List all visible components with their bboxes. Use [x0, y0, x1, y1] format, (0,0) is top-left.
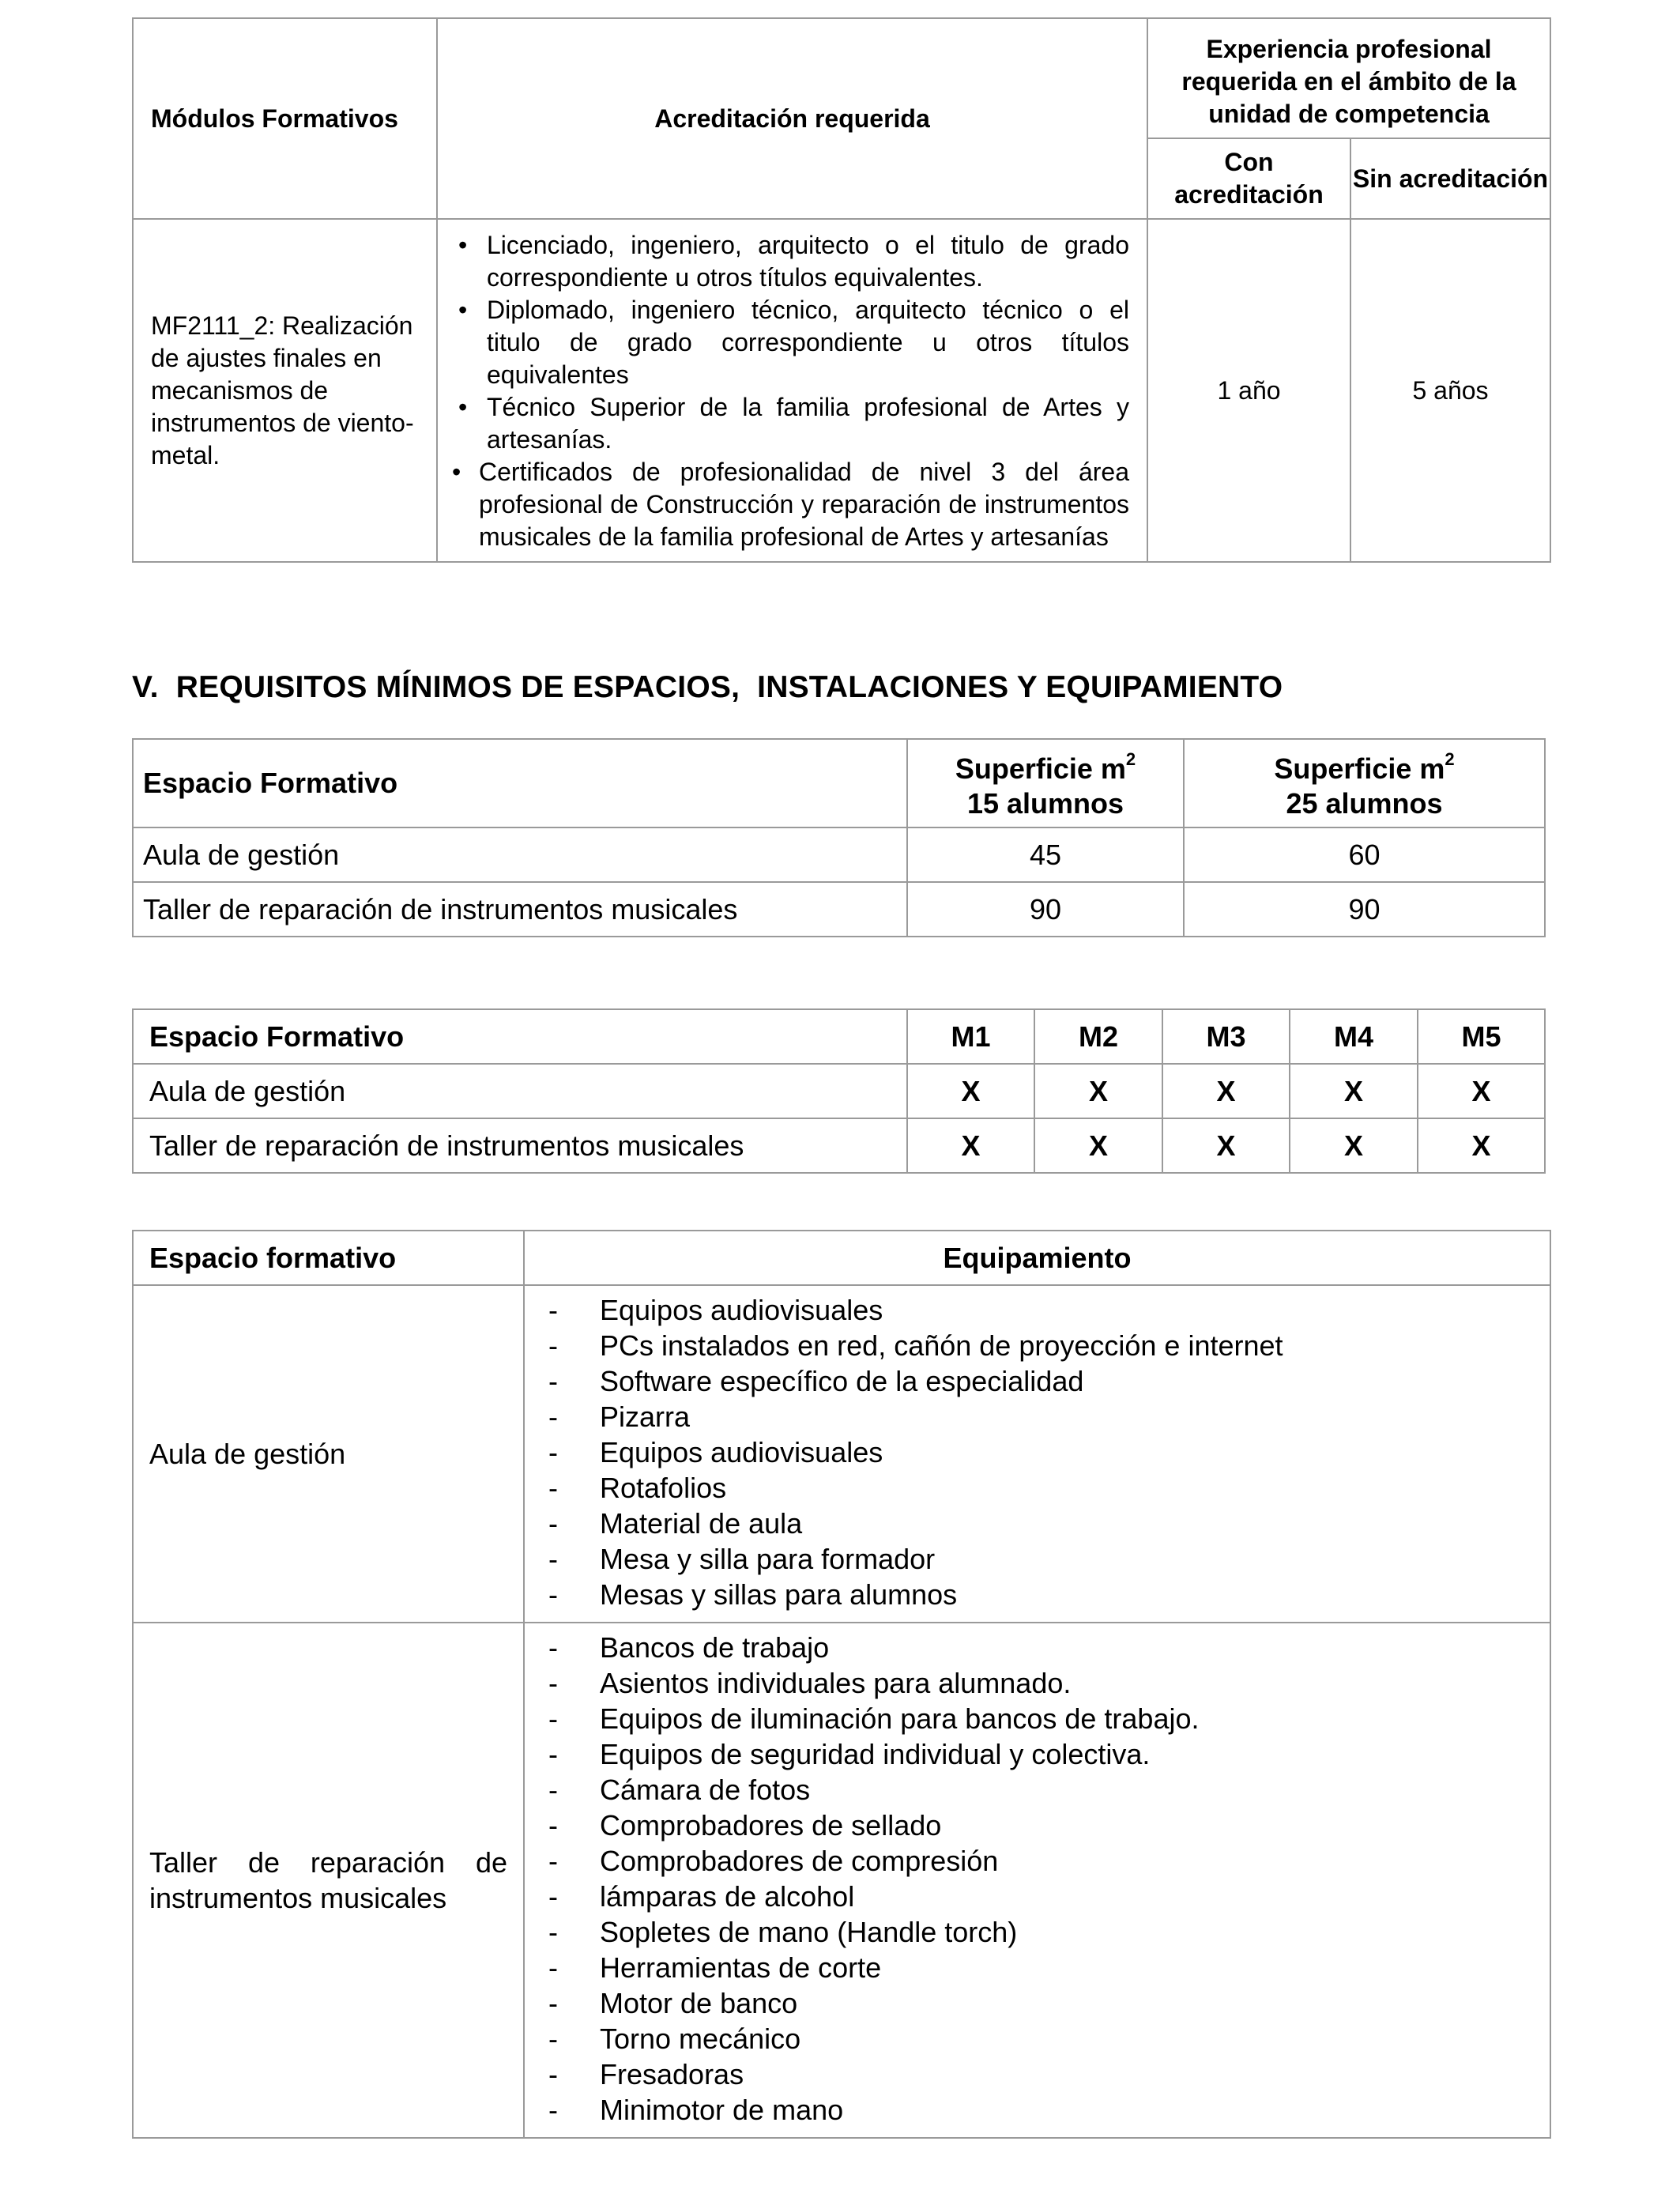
list-item: - Pizarra [548, 1400, 691, 1433]
dash-icon: - [548, 1436, 558, 1468]
list-item: - Rotafolios [548, 1472, 727, 1504]
module-mark: X [1034, 1064, 1162, 1118]
space-name: Aula de gestión [133, 827, 907, 882]
dash-icon: - [548, 1507, 558, 1540]
module-mark: X [1162, 1064, 1290, 1118]
space-name: Aula de gestión [133, 1064, 907, 1118]
bullet-icon: • [458, 393, 468, 421]
header-superficie-25: Superficie $m^2$ 25 alumnos [1184, 739, 1545, 827]
dash-icon: - [548, 1916, 558, 1948]
module-name: MF2111_2: Realización de ajustes finales en mecanismos de instrumentos de viento-metal. [133, 219, 437, 562]
dash-icon: - [548, 1294, 558, 1326]
module-mark: X [1162, 1118, 1290, 1173]
list-item: - Motor de banco [548, 1987, 798, 2019]
list-item: - Torno mecánico [548, 2022, 801, 2055]
list-item: - Bancos de trabajo [548, 1631, 830, 1664]
list-item: - Mesas y sillas para alumnos [548, 1578, 958, 1611]
dash-icon: - [548, 1329, 558, 1362]
dash-icon: - [548, 1365, 558, 1397]
surface-table [132, 738, 1546, 937]
table-row [133, 1118, 1545, 1173]
dash-icon: - [548, 2022, 558, 2055]
equipment-cell [524, 1623, 1550, 2138]
list-item: - PCs instalados en red, cañón de proyección e internet [548, 1329, 1283, 1362]
header-acreditacion-requerida: Acreditación requerida [437, 18, 1147, 219]
list-item: - Sopletes de mano (Handle torch) [548, 1916, 1018, 1948]
experience-without-accreditation: 5 años [1350, 219, 1550, 562]
dash-icon: - [548, 2058, 558, 2090]
header-modulos-formativos: Módulos Formativos [133, 18, 437, 219]
module-mark: X [1290, 1064, 1418, 1118]
list-item: - Fresadoras [548, 2058, 744, 2090]
equipment-table [132, 1230, 1551, 2139]
header-equipamiento: Equipamiento [524, 1231, 1550, 1285]
dash-icon: - [548, 1543, 558, 1575]
header-sin-acreditacion: Sin acreditación [1350, 138, 1550, 219]
dash-icon: - [548, 1809, 558, 1842]
dash-icon: - [548, 1738, 558, 1770]
list-item: • Licenciado, ingeniero, arquitecto o el titulo de grado correspondiente u otros títulos equivalentes. [458, 231, 1129, 292]
module-mark: X [1418, 1064, 1545, 1118]
module-mark: X [1034, 1118, 1162, 1173]
equipment-list [533, 1630, 1542, 2128]
list-item: - Equipos de seguridad individual y colectiva. [548, 1738, 1151, 1770]
table-row [133, 882, 1545, 937]
dash-icon: - [548, 1578, 558, 1611]
list-item: - Material de aula [548, 1507, 803, 1540]
list-item: - Mesa y silla para formador [548, 1543, 936, 1575]
list-item: • Certificados de profesionalidad de nivel 3 del área profesional de Construcción y reparación de instrumentos musicales de la familia profesional de Artes y artesanías [452, 458, 1129, 551]
header-superficie-15: Superficie $m^2$ 15 alumnos [907, 739, 1184, 827]
dash-icon: - [548, 1667, 558, 1699]
dash-icon: - [548, 1400, 558, 1433]
accreditation-list-cell [437, 219, 1147, 562]
space-name: Taller de reparación de instrumentos musicales [133, 1118, 907, 1173]
list-item: - Equipos audiovisuales [548, 1436, 883, 1468]
list-item: - Comprobadores de compresión [548, 1845, 999, 1877]
dash-icon: - [548, 1774, 558, 1806]
bullet-icon: • [452, 458, 461, 486]
list-item: - Asientos individuales para alumnado. [548, 1667, 1072, 1699]
header-m5: M5 [1418, 1009, 1545, 1064]
table-row [133, 1064, 1545, 1118]
dash-icon: - [548, 1845, 558, 1877]
equipment-list [533, 1292, 1542, 1612]
accreditation-list [447, 229, 1129, 553]
bullet-icon: • [458, 296, 468, 324]
space-name: Taller de reparación de instrumentos musicales [133, 1623, 524, 2138]
space-name: Aula de gestión [133, 1285, 524, 1623]
header-experiencia-profesional: Experiencia profesional requerida en el ámbito de la unidad de competencia [1147, 18, 1550, 138]
surface-25: 90 [1184, 882, 1545, 937]
module-mark: X [1418, 1118, 1545, 1173]
dash-icon: - [548, 1951, 558, 1984]
experience-with-accreditation: 1 año [1147, 219, 1350, 562]
surface-25: 60 [1184, 827, 1545, 882]
list-item: • Diplomado, ingeniero técnico, arquitecto técnico o el titulo de grado correspondiente u otros títulos equivalentes [458, 296, 1129, 389]
dash-icon: - [548, 2094, 558, 2126]
list-item: - lámparas de alcohol [548, 1880, 855, 1913]
accreditation-table [132, 17, 1551, 563]
module-mark: X [907, 1064, 1034, 1118]
table-row [133, 827, 1545, 882]
list-item: - Cámara de fotos [548, 1774, 811, 1806]
bullet-icon: • [458, 231, 468, 259]
module-mark: X [1290, 1118, 1418, 1173]
list-item: - Minimotor de mano [548, 2094, 844, 2126]
space-name: Taller de reparación de instrumentos musicales [133, 882, 907, 937]
table-row [133, 1623, 1550, 2138]
table-row [133, 219, 1550, 562]
list-item: - Equipos de iluminación para bancos de trabajo. [548, 1702, 1200, 1735]
module-mark: X [907, 1118, 1034, 1173]
header-espacio-formativo: Espacio Formativo [133, 1009, 907, 1064]
equipment-cell [524, 1285, 1550, 1623]
list-item: - Comprobadores de sellado [548, 1809, 942, 1842]
dash-icon: - [548, 1987, 558, 2019]
dash-icon: - [548, 1631, 558, 1664]
dash-icon: - [548, 1472, 558, 1504]
list-item: - Software específico de la especialidad [548, 1365, 1084, 1397]
header-espacio-formativo: Espacio Formativo [133, 739, 907, 827]
surface-15: 90 [907, 882, 1184, 937]
dash-icon: - [548, 1880, 558, 1913]
header-m4: M4 [1290, 1009, 1418, 1064]
header-espacio-formativo: Espacio formativo [133, 1231, 524, 1285]
list-item: • Técnico Superior de la familia profesional de Artes y artesanías. [458, 393, 1129, 454]
list-item: - Herramientas de corte [548, 1951, 882, 1984]
header-m3: M3 [1162, 1009, 1290, 1064]
section-title: V. REQUISITOS MÍNIMOS DE ESPACIOS, INSTALACIONES Y EQUIPAMIENTO [132, 670, 1283, 704]
table-row [133, 1285, 1550, 1623]
surface-15: 45 [907, 827, 1184, 882]
dash-icon: - [548, 1702, 558, 1735]
list-item: - Equipos audiovisuales [548, 1294, 883, 1326]
header-con-acreditacion: Con acreditación [1147, 138, 1350, 219]
header-m2: M2 [1034, 1009, 1162, 1064]
module-space-table [132, 1008, 1546, 1174]
header-m1: M1 [907, 1009, 1034, 1064]
